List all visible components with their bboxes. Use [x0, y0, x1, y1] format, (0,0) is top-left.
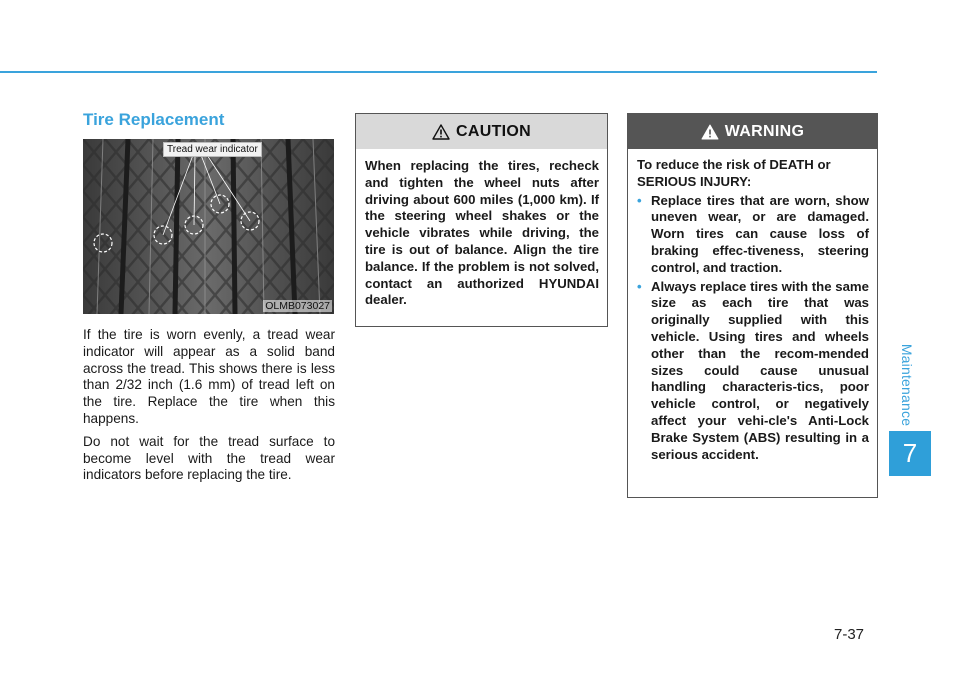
caution-text: When replacing the tires, recheck and tighten the wheel nuts after driving about 600 miles (1,000 km). If the steering wheel shakes or the vehicle vibrates while driving, the tire is out of balance. Align the tire balance. If the problem is not solved, contact an authorized HYUNDAI dealer. — [365, 158, 599, 308]
section-title: Tire Replacement — [83, 110, 225, 129]
warning-intro: To reduce the risk of DEATH or SERIOUS INJURY: — [637, 157, 831, 189]
warning-content — [628, 149, 877, 463]
warning-triangle-outline-icon — [432, 124, 450, 140]
warning-item — [637, 279, 869, 464]
warning-item-text: Always replace tires with the same size as each tire that was originally supplied with this vehicle. Using tires and wheels other than the recom-mended sizes could cause unusual handling characteris-tics, poor vehicle control, or negatively affect your vehi-cle's Anti-Lock Brake System (ABS) resulting in a serious accident. — [651, 278, 869, 462]
section-side-label-text: Maintenance — [899, 343, 915, 427]
warning-item — [637, 193, 869, 277]
warning-item-text: Replace tires that are worn, show uneven wear, or are damaged. Worn tires can cause loss of braking effec-tiveness, steering control, and traction. — [651, 192, 869, 275]
caution-box — [355, 113, 608, 327]
body-paragraph: Do not wait for the tread surface to become level with the tread wear indicators before replacing the tire. — [83, 433, 335, 483]
chapter-tab: 7 — [889, 431, 931, 476]
warning-header — [628, 114, 877, 149]
bullet-icon: • — [637, 192, 642, 208]
bullet-icon: • — [637, 278, 642, 294]
page-number: 7-37 — [834, 626, 865, 643]
figure-label: Tread wear indicator — [163, 142, 262, 157]
caution-title: CAUTION — [456, 122, 531, 140]
section-side-label — [896, 340, 918, 430]
header-rule — [0, 71, 877, 73]
tire-tread-drawing — [83, 139, 334, 314]
warning-triangle-filled-icon — [701, 124, 719, 140]
body-paragraph: If the tire is worn evenly, a tread wear indicator will appear as a solid band across the tread. This shows there is less than 2/32 inch (1.6 mm) of tread left on the tire. Replace the tire when this happens. — [83, 327, 335, 426]
tire-tread-illustration — [83, 139, 334, 314]
warning-title: WARNING — [724, 122, 805, 140]
caution-header — [356, 114, 607, 149]
warning-list — [637, 193, 869, 464]
figure-code: OLMB073027 — [265, 300, 330, 312]
warning-box — [627, 113, 878, 498]
body-text — [83, 327, 335, 490]
